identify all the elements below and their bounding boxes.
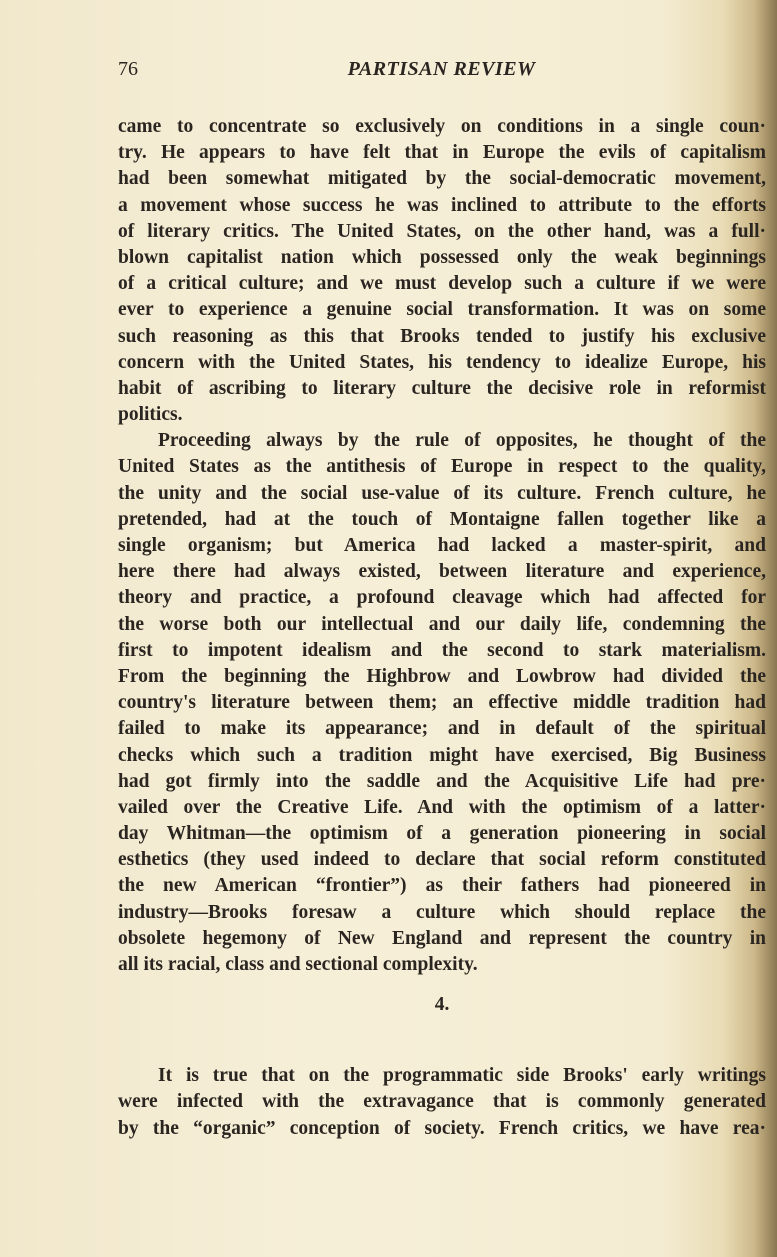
paragraph <box>118 114 766 428</box>
page-header <box>118 58 765 88</box>
paragraph <box>118 428 766 978</box>
text-line: single organism; but America had lacked a master-spirit, and <box>118 535 766 556</box>
text-line: came to concentrate so exclusively on conditions in a single coun· <box>118 116 766 137</box>
text-line: of a critical culture; and we must develop such a culture if we were <box>118 273 766 295</box>
paragraph <box>118 1063 766 1142</box>
text-line: the new American “frontier”) as their fathers had pioneered in <box>118 875 766 897</box>
text-line: habit of ascribing to literary culture the decisive role in reformist <box>118 377 766 399</box>
text-line: here there had always existed, between literature and experience, <box>118 561 766 583</box>
text-line: concern with the United States, his tendency to idealize Europe, his <box>118 351 766 373</box>
text-line: try. He appears to have felt that in Europe the evils of capitalism <box>118 142 766 164</box>
running-head: PARTISAN REVIEW <box>347 58 536 80</box>
text-line: first to impotent idealism and the second to stark materialism. <box>118 639 766 661</box>
text-line: industry—Brooks foresaw a culture which should replace the <box>118 901 766 923</box>
section-number: 4. <box>434 994 450 1016</box>
text-line: day Whitman—the optimism of a generation pioneering in social <box>118 823 766 845</box>
page-number: 76 <box>118 58 138 80</box>
text-line: theory and practice, a profound cleavage which had affected for <box>118 587 766 609</box>
text-line: politics. <box>118 404 183 426</box>
text-line: the unity and the social use-value of its culture. French culture, he <box>118 482 766 504</box>
text-line: all its racial, class and sectional complexity. <box>118 954 478 975</box>
text-line: ever to experience a genuine social transformation. It was on some <box>118 299 766 321</box>
spacer <box>118 1032 766 1063</box>
text-line: were infected with the extravagance that is commonly generated <box>118 1091 766 1113</box>
text-line: failed to make its appearance; and in default of the spiritual <box>118 718 766 740</box>
body-text <box>118 114 766 1142</box>
text-line: vailed over the Creative Life. And with the optimism of a latter· <box>118 796 766 818</box>
text-line: Proceeding always by the rule of opposites, he thought of the <box>158 430 766 452</box>
text-line: had got firmly into the saddle and the Acquisitive Life had pre· <box>118 770 766 792</box>
text-line: obsolete hegemony of New England and represent the country in <box>118 927 766 949</box>
text-line: blown capitalist nation which possessed only the weak beginnings <box>118 246 766 268</box>
text-line: by the “organic” conception of society. French critics, we have rea· <box>118 1117 766 1139</box>
text-line: United States as the antithesis of Europe in respect to the quality, <box>118 456 766 478</box>
text-line: checks which such a tradition might have exercised, Big Business <box>118 744 766 766</box>
text-line: From the beginning the Highbrow and Lowbrow had divided the <box>118 665 766 687</box>
text-line: the worse both our intellectual and our daily life, condemning the <box>118 613 766 635</box>
text-line: country's literature between them; an effective middle tradition had <box>118 692 766 714</box>
text-line: pretended, had at the touch of Montaigne fallen together like a <box>118 508 766 530</box>
text-line: such reasoning as this that Brooks tended to justify his exclusive <box>118 325 766 347</box>
text-line: had been somewhat mitigated by the social-democratic movement, <box>118 168 766 190</box>
text-line: esthetics (they used indeed to declare that social reform constituted <box>118 849 766 871</box>
text-line: It is true that on the programmatic side Brooks' early writings <box>158 1065 766 1087</box>
text-line: a movement whose success he was inclined to attribute to the efforts <box>118 194 766 216</box>
text-line: of literary critics. The United States, on the other hand, was a full· <box>118 220 766 242</box>
